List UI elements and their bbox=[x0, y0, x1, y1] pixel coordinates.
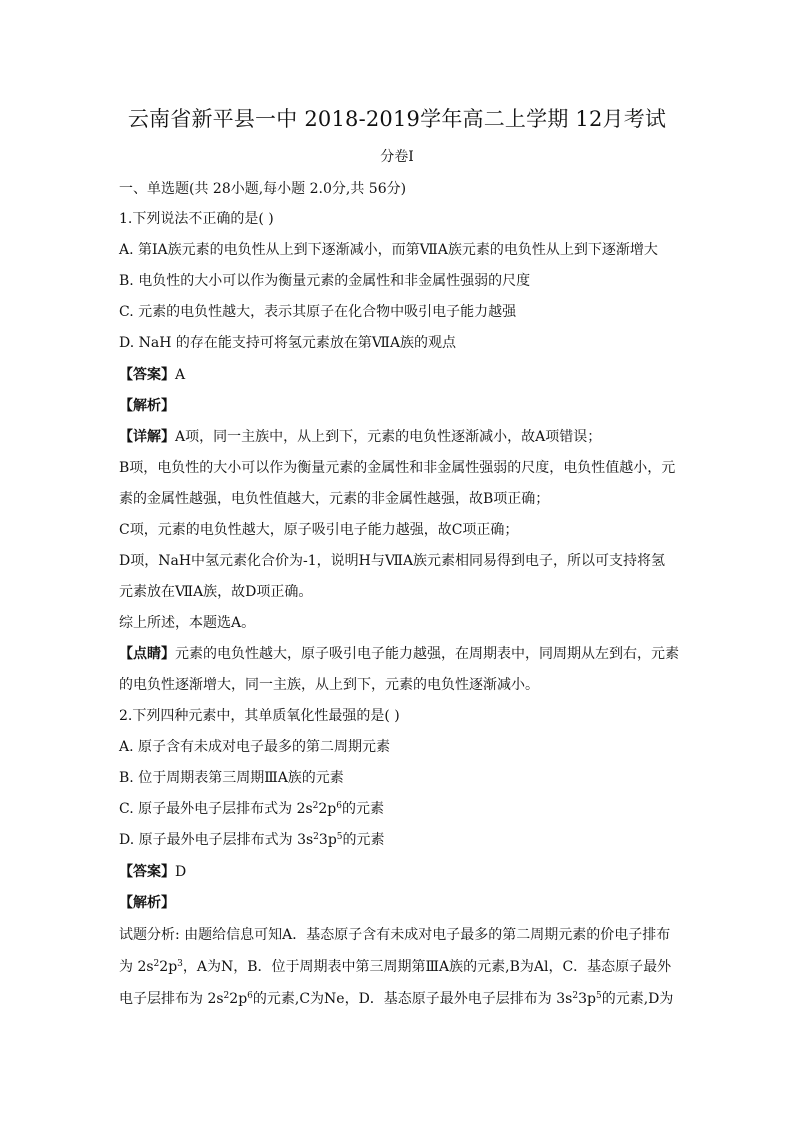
q1-analysis-tag bbox=[119, 397, 175, 415]
q1-option-a: A. 第ⅠA族元素的电负性从上到下逐渐减小，而第ⅦA族元素的电负性从上到下逐渐增大 bbox=[119, 242, 658, 258]
superscript: 2 bbox=[223, 991, 230, 1001]
answer-tag: 【答案】 bbox=[119, 864, 175, 880]
q1-answer-line bbox=[119, 366, 185, 384]
q2-analysis-line-3 bbox=[119, 990, 673, 1008]
q2-option-d-text: 3p bbox=[318, 832, 337, 848]
q2-analysis-line-2 bbox=[119, 958, 671, 976]
q1-note-text-1: 元素的电负性越大，原子吸引电子能力越强，在周期表中，同周期从左到右，元素 bbox=[175, 646, 679, 662]
analysis-tag: 【解析】 bbox=[119, 398, 175, 414]
q2-analysis-text: ，A为N，B．位于周期表中第三周期第ⅢA族的元素,B为Al，C．基态原子最外 bbox=[182, 959, 672, 975]
q2-analysis-text: 2p bbox=[229, 991, 248, 1007]
superscript: 2 bbox=[572, 991, 579, 1001]
q1-note-line-2: 的电负性逐渐增大，同一主族，从上到下，元素的电负性逐渐减小。 bbox=[119, 677, 539, 693]
q1-option-c: C. 元素的电负性越大，表示其原子在化合物中吸引电子能力越强 bbox=[119, 304, 517, 320]
q2-option-c-text: C. 原子最外电子层排布式为 2s bbox=[119, 801, 313, 817]
q2-option-c-text: 的元素 bbox=[342, 801, 384, 817]
q2-analysis-text: 的元素,C为Ne，D．基态原子最外电子层排布为 3s bbox=[252, 991, 573, 1007]
q2-option-c-text: 2p bbox=[318, 801, 337, 817]
analysis-tag: 【解析】 bbox=[119, 895, 175, 911]
q2-stem: 2.下列四种元素中，其单质氧化性最强的是( ) bbox=[119, 708, 400, 724]
q1-option-d: D. NaH 的存在能支持可将氢元素放在第ⅦA族的观点 bbox=[119, 335, 457, 351]
q1-detail-line-2: B项，电负性的大小可以作为衡量元素的金属性和非金属性强弱的尺度，电负性值越小，元 bbox=[119, 460, 676, 476]
document-title: 云南省新平县一中 2018-2019学年高二上学期 12月考试 bbox=[127, 107, 667, 131]
q1-option-b: B. 电负性的大小可以作为衡量元素的金属性和非金属性强弱的尺度 bbox=[119, 273, 531, 289]
superscript: 2 bbox=[312, 801, 319, 811]
superscript: 6 bbox=[336, 801, 342, 811]
q2-option-b: B. 位于周期表第三周期ⅢA族的元素 bbox=[119, 770, 344, 786]
q1-detail-line-4: C项，元素的电负性越大，原子吸引电子能力越强，故C项正确； bbox=[119, 522, 519, 538]
q2-analysis-text: 3p bbox=[578, 991, 596, 1007]
q1-detail-line-5: D项，NaH中氢元素化合价为-1，说明H与ⅦA族元素相同易得到电子，所以可支持将氢 bbox=[119, 553, 666, 569]
superscript: 2 bbox=[153, 959, 160, 969]
part-heading: 一、单选题(共 28小题,每小题 2.0分,共 56分) bbox=[119, 181, 407, 197]
superscript: 5 bbox=[336, 832, 343, 842]
q1-detail-line-3: 素的金属性越强，电负性值越大，元素的非金属性越强，故B项正确； bbox=[119, 491, 550, 507]
q2-analysis-text: 为 2s bbox=[119, 959, 154, 975]
q1-detail-line-6: 元素放在ⅦA族，故D项正确。 bbox=[119, 584, 313, 600]
note-tag: 【点睛】 bbox=[119, 646, 175, 662]
q2-option-d-text: D. 原子最外电子层排布式为 3s bbox=[119, 832, 314, 848]
q1-detail-line-1 bbox=[119, 428, 601, 446]
q1-detail-text-1: A项，同一主族中，从上到下，元素的电负性逐渐减小，故A项错误； bbox=[175, 429, 602, 445]
q2-answer: D bbox=[175, 864, 187, 880]
answer-tag: 【答案】 bbox=[119, 367, 175, 383]
q2-analysis-text: 电子层排布为 2s bbox=[119, 991, 224, 1007]
q1-summary: 综上所述，本题选A。 bbox=[119, 615, 256, 631]
q2-analysis-text: 的元素,D为 bbox=[601, 991, 674, 1007]
q1-answer: A bbox=[175, 367, 186, 383]
superscript: 3 bbox=[177, 959, 183, 969]
q1-stem: 1.下列说法不正确的是( ) bbox=[119, 211, 274, 227]
q2-answer-line bbox=[119, 863, 186, 881]
q2-analysis-tag bbox=[119, 894, 175, 912]
detail-tag: 【详解】 bbox=[119, 429, 175, 445]
superscript: 2 bbox=[313, 832, 319, 842]
q2-option-c bbox=[119, 800, 384, 818]
q2-option-a: A. 原子含有未成对电子最多的第二周期元素 bbox=[119, 739, 391, 755]
q1-note-line-1 bbox=[119, 645, 679, 663]
q2-analysis-text: 2p bbox=[159, 959, 178, 975]
q2-option-d-text: 的元素 bbox=[342, 832, 385, 848]
q2-option-d bbox=[119, 831, 385, 849]
q2-analysis-line-1: 试题分析: 由题给信息可知A．基态原子含有未成对电子最多的第二周期元素的价电子排布 bbox=[119, 927, 671, 943]
section-label: 分卷I bbox=[380, 149, 414, 165]
superscript: 6 bbox=[247, 991, 253, 1001]
superscript: 5 bbox=[595, 991, 602, 1001]
